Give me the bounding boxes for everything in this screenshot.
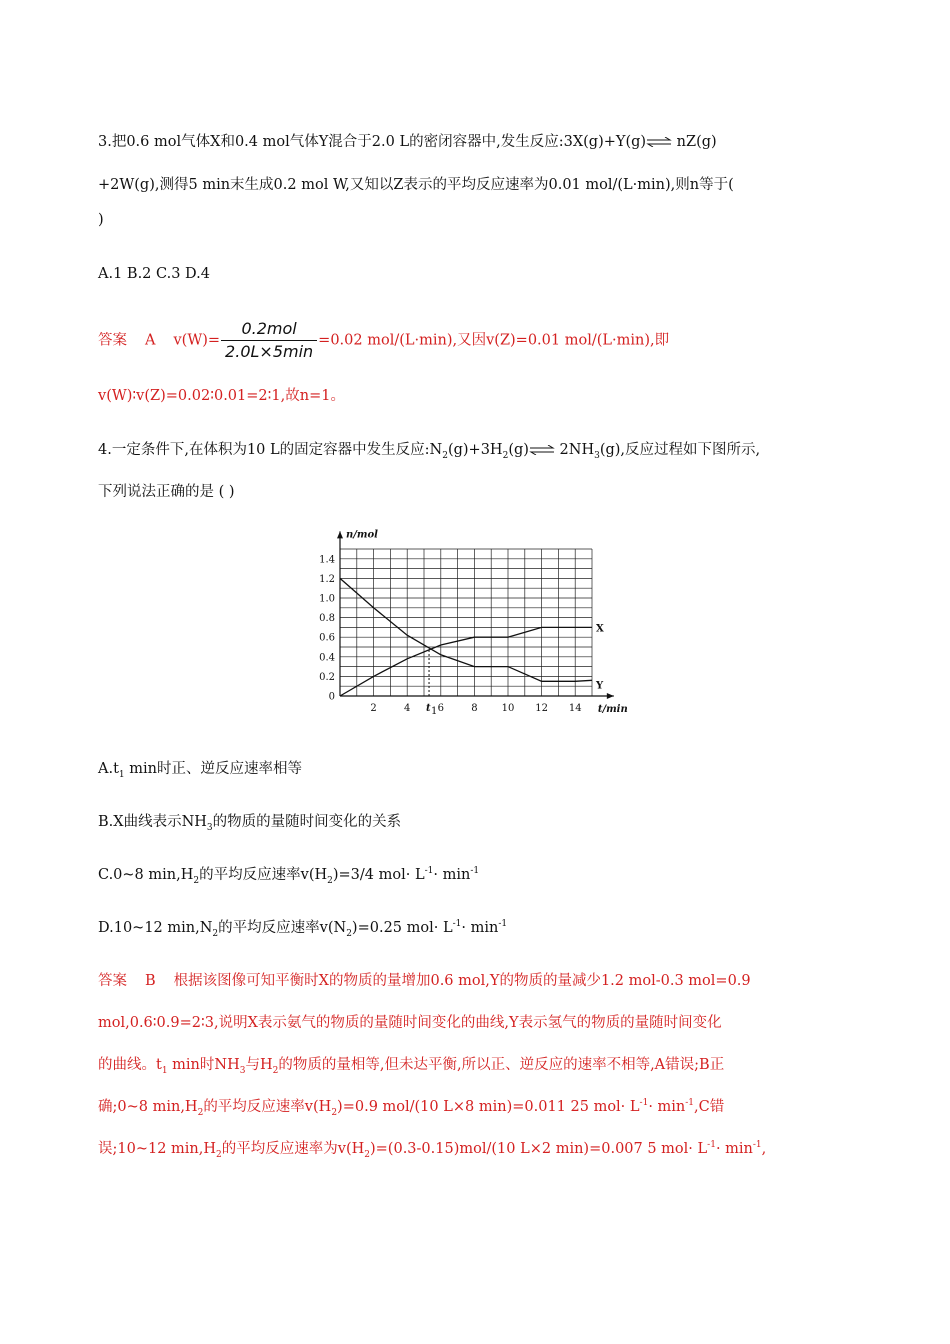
subscript: 2 [193,875,200,886]
x-axis-label: t/min [597,704,628,715]
option-text: · min [461,920,499,936]
subscript: 2 [216,1149,222,1160]
superscript: -1 [639,1098,649,1109]
t1-tick-subscript: 1 [431,706,438,717]
x-tick-label: 8 [471,703,478,714]
answer-choice: B [145,973,156,989]
q3-options: A.1 B.2 C.3 D.4 [98,266,210,282]
q4-option-d [98,916,507,939]
equilibrium-arrow-icon [529,445,555,455]
subscript: 2 [502,450,509,461]
subscript: 3 [206,822,213,833]
q4-line-1 [98,438,760,461]
y-tick-label: 0 [328,691,335,703]
answer-text: 的平均反应速率v(H [203,1099,332,1115]
subscript: 2 [442,450,448,461]
q4-option-a [98,757,302,780]
y-axis-label: n/mol [346,529,378,541]
x-axis-arrow-icon [607,693,614,699]
answer-text: · min [648,1099,686,1115]
q3-answer-line-1 [98,318,669,363]
subscript: 2 [212,928,219,939]
q4-text: (g),反应过程如下图所示, [599,442,761,458]
q3-line-3: ) [98,212,104,228]
x-tick-label: 14 [568,703,582,714]
series-label-X: X [596,623,604,635]
answer-label: 答案 [98,332,127,349]
y-tick-label: 0.4 [319,652,335,664]
superscript: -1 [470,866,480,877]
option-text: A.t [98,761,119,777]
x-tick-label: 2 [370,703,377,714]
option-text: )=0.25 mol· L [351,920,453,936]
option-text: )=3/4 mol· L [332,867,425,883]
option-text: D.10~12 min,N [98,920,213,936]
y-tick-label: 1.0 [319,593,335,605]
t1-tick-label: t [426,703,431,714]
subscript: 2 [331,1107,338,1118]
subscript: 2 [346,928,352,939]
subscript: 1 [161,1065,168,1076]
option-text: 的平均反应速率v(N [218,920,347,936]
y-tick-label: 0.2 [319,671,335,683]
answer-formula-prefix: v(W)= [173,332,221,349]
q4-text: 4.一定条件下,在体积为10 L的固定容器中发生反应:N [98,442,443,458]
series-label-Y: Y [596,680,604,692]
answer-choice: A [145,332,156,349]
superscript: -1 [498,919,508,930]
fraction-numerator: 0.2mol [221,318,317,341]
equilibrium-arrow-icon [646,137,672,147]
q4-answer-line-3 [98,1053,724,1076]
series-line-X [340,627,592,696]
subscript: 3 [239,1065,246,1076]
q4-text: (g)+3H [447,442,503,458]
superscript: -1 [685,1098,695,1109]
answer-text: , [761,1141,767,1157]
q3-answer-line-2: v(W)∶v(Z)=0.02∶0.01=2∶1,故n=1。 [98,388,345,404]
subscript: 3 [594,450,600,461]
q3-stem-text: 3.把0.6 mol气体X和0.4 mol气体Y混合于2.0 L的密闭容器中,发生反应:3X(g)+Y(g) [98,134,647,150]
subscript: 1 [118,769,125,780]
y-axis-arrow-icon [337,531,343,538]
q4-text: 2NH [559,442,595,458]
q4-option-c [98,863,479,886]
option-text: B.X曲线表示NH [98,814,207,830]
option-text: C.0~8 min,H [98,867,194,883]
subscript: 2 [327,875,333,886]
q4-option-b [98,810,401,833]
y-tick-label: 0.8 [319,613,335,625]
answer-text: 确;0~8 min,H [98,1099,198,1115]
superscript: -1 [752,1140,762,1151]
answer-text: · min [715,1141,753,1157]
superscript: -1 [452,919,462,930]
option-text: min时正、逆反应速率相等 [124,761,302,777]
chart-axes [337,529,628,715]
fraction-denominator: 2.0L×5min [225,342,314,361]
answer-text: 误;10~12 min,H [98,1141,217,1157]
answer-formula-rest: =0.02 mol/(L·min),又因v(Z)=0.01 mol/(L·min),即 [318,332,670,349]
q4-text: (g) [508,442,529,458]
y-tick-label: 1.4 [319,554,335,566]
subscript: 2 [197,1107,204,1118]
superscript: -1 [424,866,434,877]
q3-line-2: +2W(g),测得5 min末生成0.2 mol W,又知以Z表示的平均反应速率为0.01 mol/(L·min),则n等于( [98,177,734,193]
answer-label: 答案 [98,973,127,989]
answer-text: )=(0.3-0.15)mol/(10 L×2 min)=0.007 5 mol· L [370,1141,708,1157]
option-text: 的平均反应速率v(H [199,867,328,883]
q4-answer-line-1 [98,969,751,990]
superscript: -1 [707,1140,716,1151]
x-tick-label: 4 [404,703,411,714]
x-tick-label: 12 [535,703,548,714]
x-tick-label: 6 [437,703,444,714]
answer-text: min时NH [167,1057,240,1073]
answer-text: 的平均反应速率为v(H [221,1141,365,1157]
q3-line-1 [98,130,717,151]
y-tick-label: 1.2 [319,573,335,585]
subscript: 2 [272,1065,279,1076]
q4-answer-line-4 [98,1095,724,1118]
answer-text: 与H [245,1057,273,1073]
q4-answer-line-5 [98,1137,766,1160]
option-text: 的物质的量随时间变化的关系 [212,814,402,830]
q4-answer-line-2: mol,0.6∶0.9=2∶3,说明X表示氨气的物质的量随时间变化的曲线,Y表示氢气的物质的量随时间变化 [98,1015,722,1031]
series-line-Y [340,578,592,681]
answer-text: 根据该图像可知平衡时X的物质的量增加0.6 mol,Y的物质的量减少1.2 mol-0.3 mol=0.9 [173,973,751,989]
answer-text: ,C错 [694,1099,725,1115]
answer-text: 的曲线。t [98,1057,162,1073]
y-tick-label: 0.6 [319,632,335,644]
reaction-chart [318,520,638,720]
fraction [221,318,317,363]
q4-line-2: 下列说法正确的是 ( ) [98,484,235,500]
answer-text: 的物质的量相等,但未达平衡,所以正、逆反应的速率不相等,A错误;B正 [278,1057,725,1073]
q3-product-text: nZ(g) [676,134,717,150]
option-text: · min [433,867,471,883]
answer-text: )=0.9 mol/(10 L×8 min)=0.011 25 mol· L [337,1099,640,1115]
subscript: 2 [364,1149,370,1160]
x-tick-label: 10 [501,703,515,714]
